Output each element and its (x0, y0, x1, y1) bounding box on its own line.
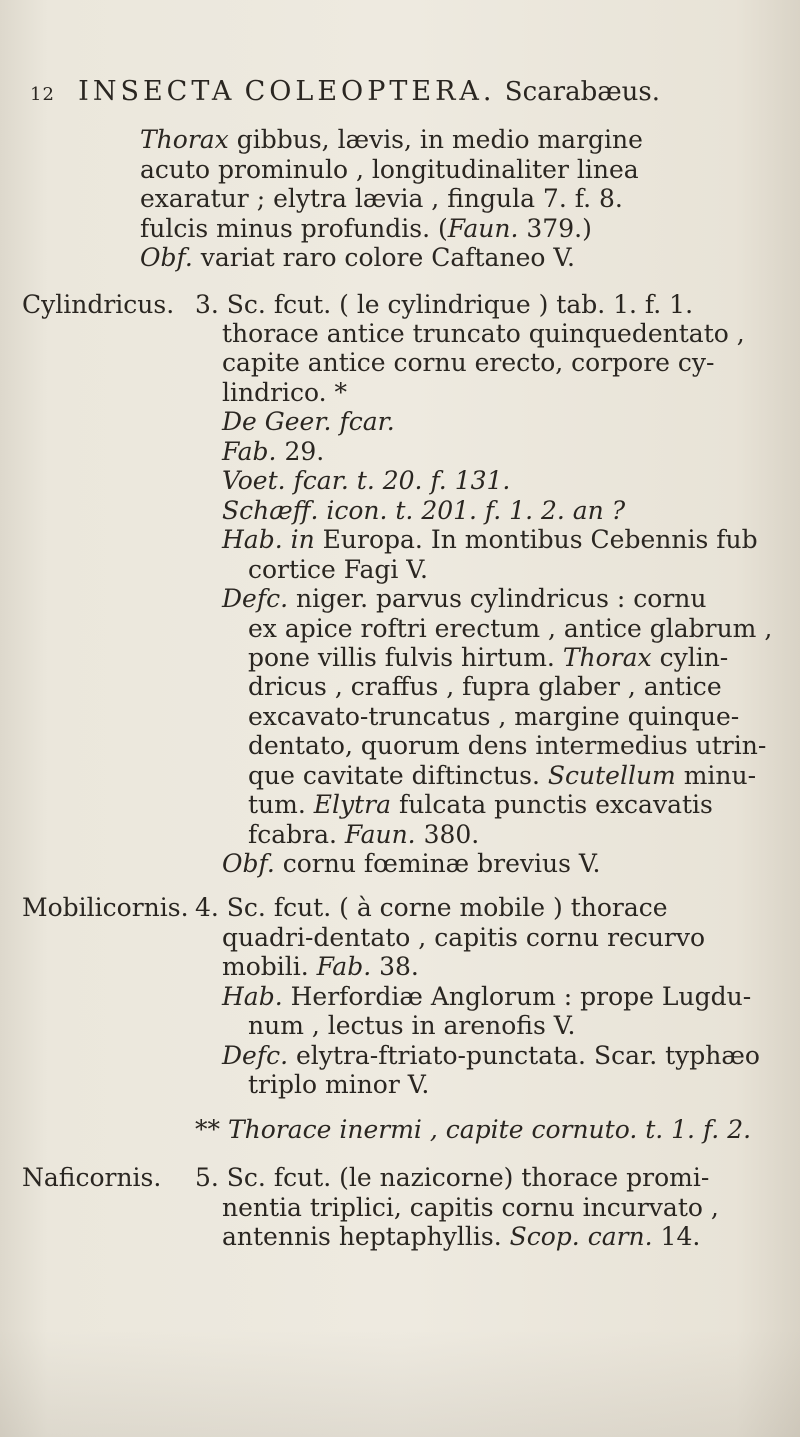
intro-faun-ref: Faun. (447, 214, 519, 243)
mobilicornis-desc-2: triplo minor V. (248, 1070, 430, 1099)
cylindricus-desc-3 (248, 643, 728, 673)
intro-text-4b: 379.) (518, 214, 592, 243)
mobilicornis-line-1: 4. Sc. fcut. ( à corne mobile ) thorace (195, 893, 668, 922)
cylindricus-desc-7 (248, 761, 756, 791)
intro-thorax-label: Thorax (140, 125, 229, 154)
mobilicornis-hab-2: num , lectus in arenofis V. (248, 1011, 576, 1040)
mobilicornis-desc-1 (222, 1041, 760, 1071)
naficornis-scop: Scop. carn. (509, 1222, 653, 1251)
obf-text: cornu fœminæ brevius V. (274, 849, 601, 878)
entry-name-mobilicornis: Mobilicornis. (22, 893, 189, 922)
mobilicornis-fab-num: 38. (371, 952, 419, 981)
hab-label: Hab. (222, 525, 283, 554)
desc-elytra: Elytra (313, 790, 392, 819)
mobilicornis-desc-label: Defc. (222, 1041, 289, 1070)
desc-text-8a: tum. (248, 790, 314, 819)
entry-name-naficornis: Naficornis. (22, 1163, 162, 1192)
desc-thorax: Thorax (562, 643, 652, 672)
cylindricus-desc-9 (248, 820, 479, 850)
hab-text: Europa. In montibus Cebennis fub (314, 525, 758, 554)
naficornis-line-1: 5. Sc. fcut. (le nazicorne) thorace promi- (195, 1163, 710, 1192)
cylindricus-desc-1 (222, 584, 706, 614)
mobilicornis-desc-text: elytra-ftriato-punctata. Scar. typhæo (288, 1041, 760, 1070)
page-number: 12 (30, 84, 55, 105)
naficornis-line-3 (222, 1222, 700, 1252)
desc-text-7a: que cavitate diftinctus. (248, 761, 548, 790)
mobilicornis-mobili: mobili. (222, 952, 309, 981)
desc-text-9a: fcabra. (248, 820, 345, 849)
mobilicornis-line-2: quadri-dentato , capitis cornu recurvo (222, 923, 706, 952)
mobilicornis-hab-1 (222, 982, 751, 1012)
intro-line-3: exaratur ; elytra lævia , fingula 7. f. 8. (140, 184, 623, 213)
intro-line-1 (140, 125, 643, 155)
ref-voet: Voet. fcar. t. 20. f. 131. (222, 466, 511, 495)
desc-text-3b: cylin- (651, 643, 729, 672)
ref-schaeff: Schæff. icon. t. 201. f. 1. 2. an ? (222, 496, 626, 525)
intro-line-5 (140, 243, 575, 273)
naficornis-num: 14. (652, 1222, 701, 1251)
cylindricus-desc-2: ex apice roftri erectum , antice glabrum , (248, 614, 773, 643)
running-header (30, 76, 660, 107)
ref-fab-label: Fab. (222, 437, 277, 466)
mobilicornis-fab: Fab. (316, 952, 372, 981)
desc-faun: Faun. (344, 820, 416, 849)
cylindricus-desc-5: excavato-truncatus , margine quinque- (248, 702, 740, 731)
naficornis-antennis: antennis heptaphyllis. (222, 1222, 502, 1251)
mobilicornis-hab-label: Hab. (222, 982, 283, 1011)
cylindricus-line-2: thorace antice truncato quinquedentato , (222, 319, 745, 348)
desc-label: Defc. (222, 584, 289, 613)
ref-fab (222, 437, 324, 467)
cylindricus-desc-8 (248, 790, 713, 820)
desc-text-1: niger. parvus cylindricus : cornu (288, 584, 707, 613)
cylindricus-obf (222, 849, 601, 879)
mobilicornis-hab-text: Herfordiæ Anglorum : prope Lugdu- (282, 982, 752, 1011)
page-bottom-shadow (0, 1330, 800, 1437)
cylindricus-line-3: capite antice cornu erecto, corpore cy- (222, 348, 715, 377)
ref-degeer: De Geer. fcar. (222, 407, 395, 436)
hab-in: in (282, 525, 315, 554)
desc-text-9b: 380. (415, 820, 480, 849)
header-coleoptera: COLEOPTERA. (244, 76, 496, 107)
intro-text-1: gibbus, lævis, in medio margine (228, 125, 643, 154)
cylindricus-desc-4: dricus , craffus , fupra glaber , antice (248, 672, 722, 701)
entry-name-cylindricus: Cylindricus. (22, 290, 175, 319)
cylindricus-line-1: 3. Sc. fcut. ( le cylindrique ) tab. 1. f. 1. (195, 290, 694, 319)
cylindricus-hab-2: cortice Fagi V. (248, 555, 428, 584)
intro-text-4a: fulcis minus profundis. ( (140, 214, 448, 243)
intro-line-2: acuto prominulo , longitudinaliter linea (140, 155, 639, 184)
cylindricus-line-4: lindrico. * (222, 378, 348, 407)
desc-scutellum: Scutellum (547, 761, 676, 790)
header-insecta: INSECTA (78, 76, 236, 107)
header-genus: Scarabæus. (504, 77, 661, 107)
mobilicornis-line-3 (222, 952, 419, 982)
ref-fab-num: 29. (276, 437, 325, 466)
naficornis-line-2: nentia triplici, capitis cornu incurvato , (222, 1193, 719, 1222)
intro-line-4 (140, 214, 592, 244)
cylindricus-hab (222, 525, 758, 555)
obf-label: Obf. (222, 849, 275, 878)
intro-obf-text: variat raro colore Caftaneo V. (192, 243, 575, 272)
desc-text-8b: fulcata punctis excavatis (391, 790, 713, 819)
intro-obf-label: Obf. (140, 243, 193, 272)
desc-text-7b: minu- (675, 761, 757, 790)
section-heading: ** Thorace inermi , capite cornuto. t. 1. f. 2. (195, 1115, 752, 1144)
cylindricus-desc-6: dentato, quorum dens intermedius utrin- (248, 731, 767, 760)
desc-text-3a: pone villis fulvis hirtum. (248, 643, 563, 672)
